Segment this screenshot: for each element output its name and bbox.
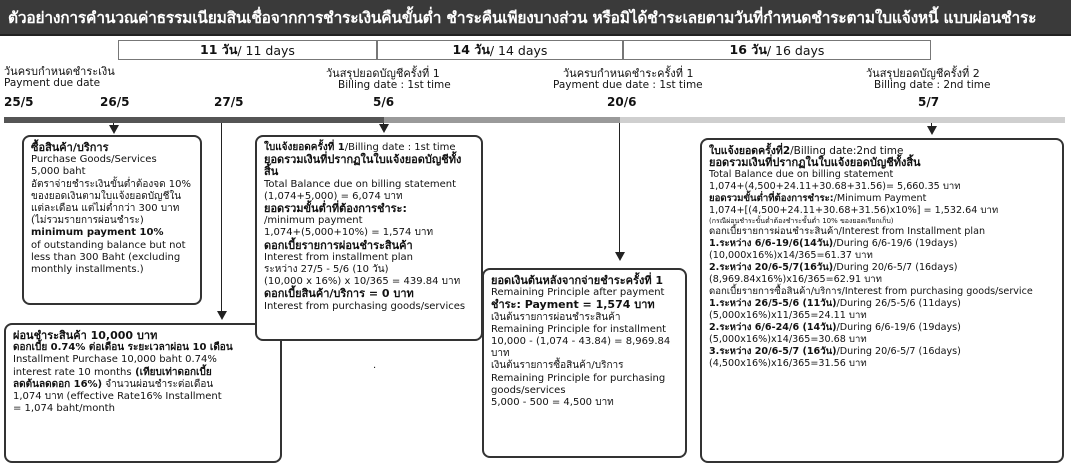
- page-title: ตัวอย่างการคำนวณค่าธรรมเนียมสินเชื่อจากการชำระเงินคืนขั้นต่ำ ชำระคืนเพียงบางส่วน หรือมิได้ชำระเลยตามวันที่กำหนดชำระตามใบแจ้งหนี้ แบบผ่อนชำระ: [8, 9, 1037, 27]
- installment-equiv-th: (เทียบเท่าดอกเบี้ย: [131, 366, 212, 378]
- period-16-days: [623, 40, 931, 60]
- bill2-goods-interest: ดอกเบี้ยรายการซื้อสินค้า/บริการ/Interest from purchasing goods/service: [709, 286, 1033, 297]
- bill2-goods-period3-th: 3.ระหว่าง 20/6-5/7 (16วัน): [709, 346, 837, 357]
- bill1-total-en: Total Balance due on billing statement: [264, 178, 457, 190]
- bill1-installment-interest-en: Interest from installment plan: [264, 251, 414, 263]
- bill2-min-th: ยอดรวมขั้นต่ำที่ต้องการชำระ:: [709, 193, 834, 204]
- period-16-en: / 16 days: [766, 42, 825, 58]
- remaining-goods-th: เงินต้นรายการซื้อสินค้า/บริการ: [491, 360, 624, 372]
- installment-monthly-th: จำนวนผ่อนชำระต่อเดือน: [102, 378, 214, 390]
- installment-purchase-en: Installment Purchase 10,000 baht 0.74%: [13, 354, 217, 366]
- bill2-inst-value2: (8,969.84x16%)x16/365=62.91 บาท: [709, 274, 882, 285]
- period-14-en: / 14 days: [489, 42, 548, 58]
- billing1-label-th: วันสรุปยอดบัญชีครั้งที่ 1: [326, 67, 440, 80]
- min-rate-th-4: (ไม่รวมรายการผ่อนชำระ): [31, 215, 144, 227]
- bill2-inst-period2-en: /During 20/6-5/7 (16days): [833, 262, 958, 273]
- stray-dot: .: [373, 360, 377, 371]
- bill2-inst-period1-th: 1.ระหว่าง 6/6-19/6(14วัน): [709, 238, 834, 249]
- bill2-goods-period2-en: /During 6/6-19/6 (19days): [836, 322, 961, 333]
- min-rate-th-3: แต่ละเดือน แต่ไม่ต่ำกว่า 300 บาท: [31, 203, 180, 215]
- purchase-box: [22, 135, 202, 305]
- remaining-installment-value: 10,000 - (1,074 - 43.84) = 8,969.84 บาท: [491, 336, 671, 360]
- bill1-min-th: ยอดรวมขั้นต่ำที่ต้องการชำระ:: [264, 202, 407, 216]
- arrow-down-icon: [927, 126, 937, 135]
- purchase-title: ซื้อสินค้า/บริการ: [31, 141, 109, 154]
- billing1-label-en: Billing date : 1st time: [338, 79, 451, 91]
- min-payment-en-2: of outstanding balance but not: [31, 239, 186, 251]
- bill1-interest-value: (10,000 x 16%) x 10/365 = 439.84 บาท: [264, 276, 461, 288]
- bill2-min-note: (กรณีผ่อนชำระขั้นต่ำต้องชำระขั้นต่ำ 10% ของยอดเรียกเก็บ): [709, 217, 894, 225]
- bill2-installment-interest: ดอกเบี้ยรายการผ่อนชำระสินค้า/Interest from Installment plan: [709, 226, 986, 237]
- arrow-down-icon: [109, 125, 119, 134]
- bill2-goods-period3-en: /During 20/6-5/7 (16days): [836, 346, 961, 357]
- min-payment-en-3: less than 300 Baht (excluding: [31, 251, 181, 263]
- bill2-min-en: /Minimum Payment: [833, 193, 927, 204]
- bill1-min-en: /minimum payment: [264, 215, 363, 227]
- timeline-segment-1: [4, 117, 384, 123]
- bill2-box: [700, 138, 1064, 463]
- arrow-line-remaining: [619, 123, 620, 253]
- installment-reducing-th: ลดต้นลดดอก 16%): [13, 378, 103, 390]
- period-11-en: / 11 days: [237, 42, 295, 58]
- remaining-payment: ชำระ: Payment = 1,574 บาท: [491, 298, 655, 312]
- bill1-total-value: (1,074+5,000) = 6,074 บาท: [264, 190, 403, 202]
- date-5-6: 5/6: [373, 95, 395, 109]
- bill2-goods-value3: (4,500x16%)x16/365=31.56 บาท: [709, 358, 867, 369]
- installment-rate-en: interest rate 10 months: [13, 366, 132, 378]
- min-payment-en-4: monthly installments.): [31, 264, 144, 276]
- billing2-label-en: Billing date : 2nd time: [874, 79, 991, 91]
- period-11-th: 11 วัน: [200, 42, 238, 57]
- due-date-label-en: Payment due date: [4, 77, 101, 89]
- period-16-th: 16 วัน: [729, 42, 767, 57]
- date-20-6: 20/6: [607, 95, 637, 109]
- bill1-title-th: ใบแจ้งยอดครั้งที่ 1: [264, 142, 345, 153]
- remaining-installment-th: เงินต้นรายการผ่อนชำระสินค้า: [491, 311, 621, 323]
- bill1-goods-interest-en: Interest from purchasing goods/services: [264, 300, 466, 312]
- purchase-amount: 5,000 baht: [31, 166, 86, 178]
- min-rate-th-2: ของยอดเงินตามใบแจ้งยอดบัญชีใน: [31, 190, 182, 202]
- bill1-goods-interest-th: ดอกเบี้ยสินค้า/บริการ = 0 บาท: [264, 287, 414, 301]
- bill1-title-en: /Billing date : 1st time: [344, 142, 456, 153]
- due-date-label-th: วันครบกำหนดชำระเงิน: [4, 65, 115, 78]
- purchase-label-en: Purchase Goods/Services: [31, 154, 157, 166]
- min-rate-th-1: อัตราจ่ายชำระเงินขั้นต่ำต้องจด 10%: [31, 178, 192, 190]
- date-27-5: 27/5: [214, 95, 244, 109]
- bill2-inst-period1-en: /During 6/6-19/6 (19days): [833, 238, 958, 249]
- bill2-min-value: 1,074+[(4,500+24.11+30.68+31.56)x10%] = 1,532.64 บาท: [709, 205, 999, 216]
- bill2-total-value: 1,074+(4,500+24.11+30.68+31.56)= 5,660.35 บาท: [709, 181, 961, 192]
- bill2-title-en: /Billing date:2nd time: [790, 145, 904, 157]
- arrow-down-icon: [379, 124, 389, 133]
- bill2-total-th: ยอดรวมเงินที่ปรากฏในใบแจ้งยอดบัญชีทั้งสิ้น: [709, 156, 921, 169]
- installment-per-month: = 1,074 baht/month: [13, 403, 115, 415]
- remaining-goods-value: 5,000 - 500 = 4,500 บาท: [491, 397, 614, 409]
- timeline-segment-2: [384, 117, 620, 123]
- bill2-inst-value1: (10,000x16%)x14/365=61.37 บาท: [709, 250, 873, 261]
- due1-label-th: วันครบกำหนดชำระครั้งที่ 1: [563, 67, 694, 80]
- bill2-inst-period2-th: 2.ระหว่าง 20/6-5/7(16วัน): [709, 262, 834, 273]
- date-25-5: 25/5: [4, 95, 34, 109]
- bill2-goods-value1: (5,000x16%)x11/365=24.11 บาท: [709, 310, 867, 321]
- bill2-title-th: ใบแจ้งยอดครั้งที่2: [709, 145, 791, 157]
- bill1-min-value: 1,074+(5,000+10%) = 1,574 บาท: [264, 227, 434, 239]
- bill2-goods-period1-en: /During 26/5-5/6 (11days): [836, 298, 961, 309]
- remaining-box: [482, 268, 687, 458]
- bill2-goods-value2: (5,000x16%)x14/365=30.68 บาท: [709, 334, 867, 345]
- remaining-goods-en-1: Remaining Principle for purchasing: [491, 372, 666, 384]
- bill1-box: [255, 135, 483, 341]
- bill1-period: ระหว่าง 27/5 - 5/6 (10 วัน): [264, 264, 389, 276]
- remaining-title-en: Remaining Principle after payment: [491, 287, 665, 299]
- remaining-goods-en-2: goods/services: [491, 384, 566, 396]
- bill2-total-en: Total Balance due on billing statement: [709, 169, 894, 180]
- period-11-days: [118, 40, 377, 60]
- bill1-installment-interest-th: ดอกเบี้ยรายการผ่อนชำระสินค้า: [264, 238, 413, 252]
- arrow-down-icon: [615, 252, 625, 261]
- date-5-7: 5/7: [918, 95, 940, 109]
- date-26-5: 26/5: [100, 95, 130, 109]
- installment-interest-th: ดอกเบี้ย 0.74% ต่อเดือน ระยะเวลาผ่อน 10 เดือน: [13, 342, 233, 354]
- period-14-th: 14 วัน: [452, 42, 490, 57]
- arrow-line-installment: [221, 123, 222, 311]
- due1-label-en: Payment due date : 1st time: [553, 79, 703, 91]
- bill2-goods-period2-th: 2.ระหว่าง 6/6-24/6 (14วัน): [709, 322, 837, 333]
- installment-box: [4, 323, 282, 463]
- billing2-label-th: วันสรุปยอดบัญชีครั้งที่ 2: [866, 67, 980, 80]
- timeline-segment-3: [620, 117, 1065, 123]
- bill2-goods-period1-th: 1.ระหว่าง 26/5-5/6 (11วัน): [709, 298, 837, 309]
- installment-amount: 1,074 บาท (effective Rate16% Installment: [13, 391, 222, 403]
- remaining-title-th: ยอดเงินต้นหลังจากจ่ายชำระครั้งที่ 1: [491, 274, 664, 287]
- period-14-days: [377, 40, 623, 60]
- title-bar: [0, 0, 1071, 36]
- arrow-down-icon: [217, 311, 227, 320]
- min-payment-en-1: minimum payment 10%: [31, 227, 164, 239]
- installment-title: ผ่อนชำระสินค้า 10,000 บาท: [13, 329, 158, 342]
- remaining-installment-en: Remaining Principle for installment: [491, 323, 667, 335]
- bill1-total-th: ยอดรวมเงินที่ปรากฏในใบแจ้งยอดบัญชีทั้งสิ้น: [264, 153, 462, 179]
